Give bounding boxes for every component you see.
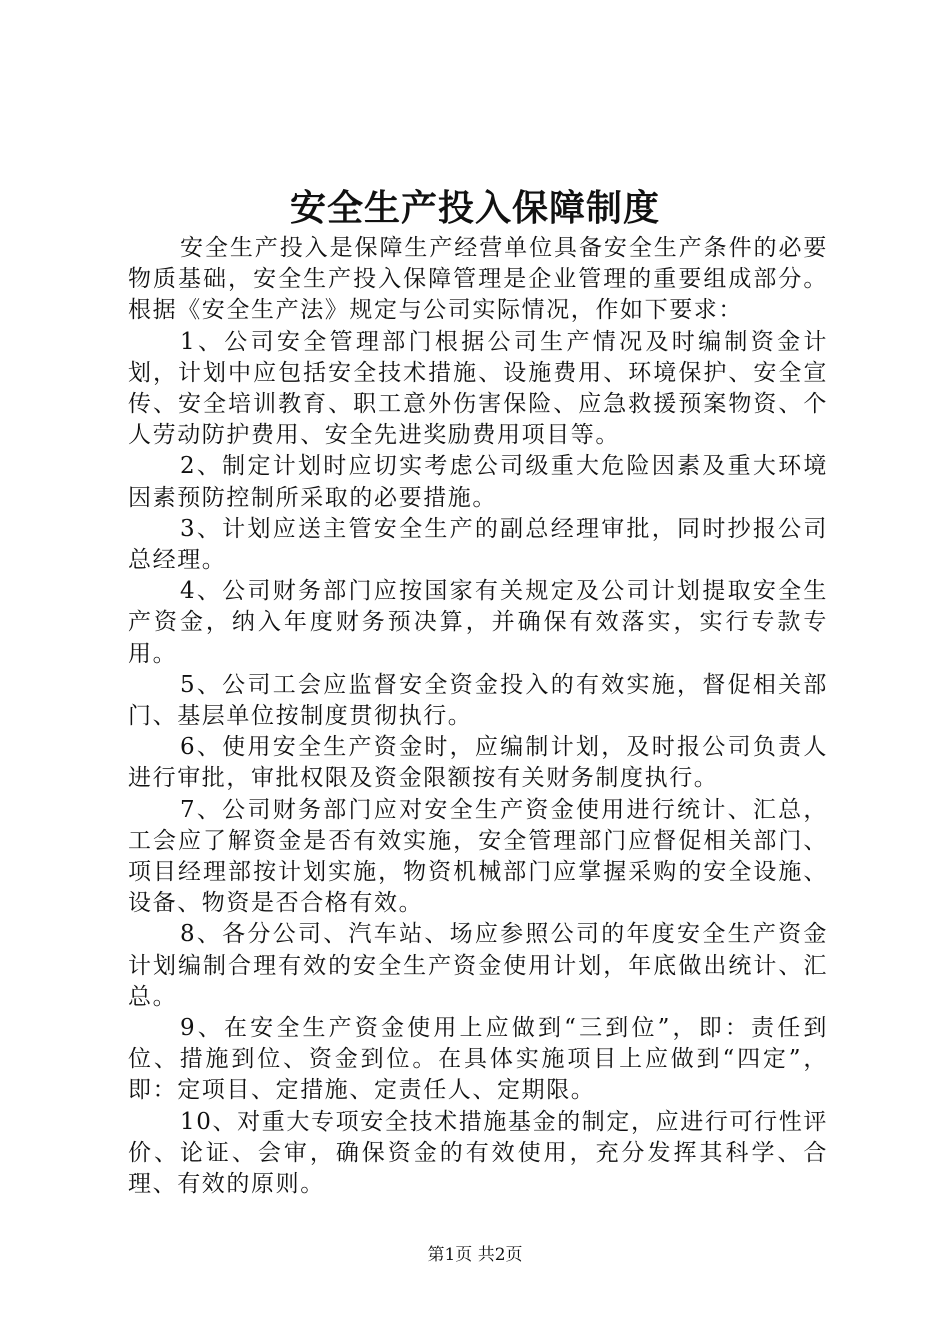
item-paragraph-3: 3、计划应送主管安全生产的副总经理审批，同时抄报公司总经理。: [128, 515, 828, 574]
item-paragraph-7: 7、公司财务部门应对安全生产资金使用进行统计、汇总，工会应了解资金是否有效实施，安全管理部门应督促相关部门、项目经理部按计划实施，物资机械部门应掌握采购的安全设施、设备、物资是否合格有效。: [128, 796, 828, 917]
item-paragraph-1: 1、公司安全管理部门根据公司生产情况及时编制资金计划，计划中应包括安全技术措施、设施费用、环境保护、安全宣传、安全培训教育、职工意外伤害保险、应急救援预案物资、个人劳动防护费用、安全先进奖励费用项目等。: [128, 328, 828, 449]
item-paragraph-9: 9、在安全生产资金使用上应做到“三到位”，即：责任到位、措施到位、资金到位。在具体实施项目上应做到“四定”，即：定项目、定措施、定责任人、定期限。: [128, 1015, 828, 1104]
item-paragraph-8: 8、各分公司、汽车站、场应参照公司的年度安全生产资金计划编制合理有效的安全生产资金使用计划，年底做出统计、汇总。: [128, 921, 828, 1010]
item-paragraph-5: 5、公司工会应监督安全资金投入的有效实施，督促相关部门、基层单位按制度贯彻执行。: [128, 671, 828, 730]
page-footer: 第1页 共2页: [427, 1245, 523, 1265]
document-title: 安全生产投入保障制度: [289, 187, 660, 229]
document-body: [128, 233, 828, 1200]
item-paragraph-2: 2、制定计划时应切实考虑公司级重大危险因素及重大环境因素预防控制所采取的必要措施。: [128, 453, 828, 511]
item-paragraph-10: 10、对重大专项安全技术措施基金的制定，应进行可行性评价、论证、会审，确保资金的有效使用，充分发挥其科学、合理、有效的原则。: [128, 1108, 828, 1198]
intro-paragraph: 安全生产投入是保障生产经营单位具备安全生产条件的必要物质基础，安全生产投入保障管理是企业管理的重要组成部分。根据《安全生产法》规定与公司实际情况，作如下要求：: [128, 235, 828, 324]
item-paragraph-6: 6、使用安全生产资金时，应编制计划，及时报公司负责人进行审批，审批权限及资金限额按有关财务制度执行。: [128, 734, 828, 792]
item-paragraph-4: 4、公司财务部门应按国家有关规定及公司计划提取安全生产资金，纳入年度财务预决算，并确保有效落实，实行专款专用。: [128, 578, 828, 667]
